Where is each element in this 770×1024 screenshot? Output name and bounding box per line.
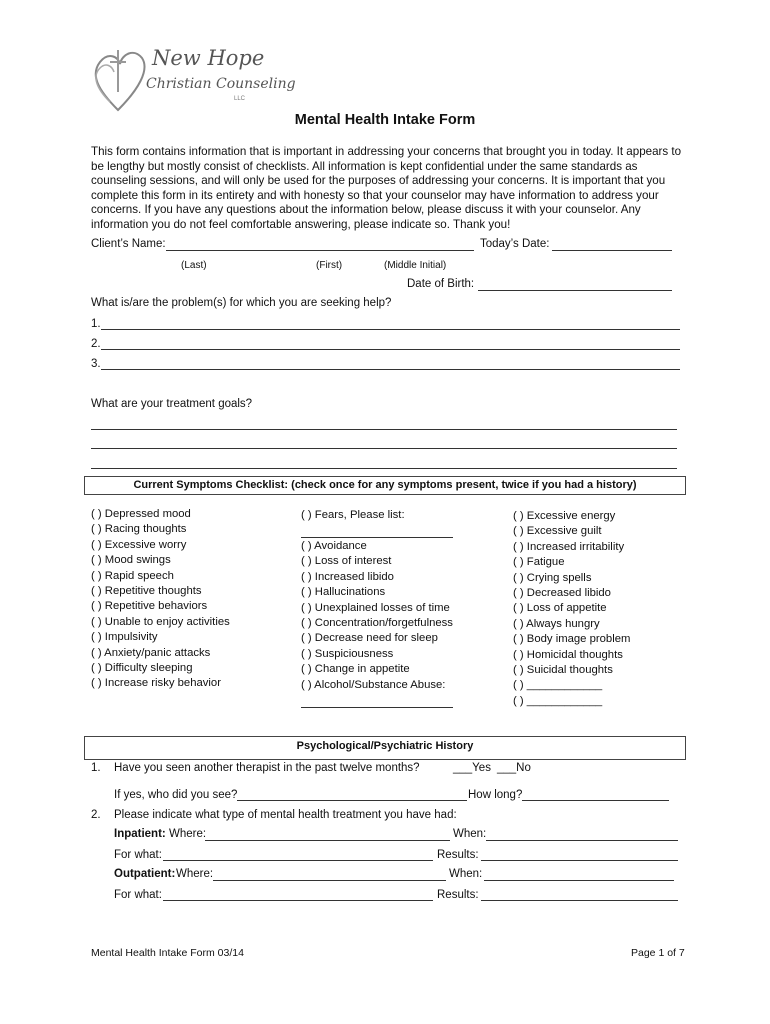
outpatient-label: Outpatient: <box>114 868 176 880</box>
outpatient-results-label: Results: <box>437 889 479 901</box>
symptom-checkbox[interactable]: ( ) Alcohol/Substance Abuse: <box>301 678 446 691</box>
symptom-checkbox[interactable]: ( ) Increased libido <box>301 570 394 583</box>
fears-checkbox[interactable]: ( ) Fears, Please list: <box>301 509 405 521</box>
inpatient-label: Inpatient: <box>114 828 166 840</box>
symptoms-checklist-header: Current Symptoms Checklist: (check once for any symptoms present, twice if you had a history) <box>84 476 686 495</box>
symptom-checkbox[interactable]: ( ) Mood swings <box>91 554 171 567</box>
footer-form-id: Mental Health Intake Form 03/14 <box>91 947 244 959</box>
page-title: Mental Health Intake Form <box>294 112 476 128</box>
symptom-checkbox[interactable]: ( ) ____________ <box>513 679 603 692</box>
symptom-checkbox[interactable]: ( ) Decreased libido <box>513 587 611 600</box>
dob-label: Date of Birth: <box>407 278 475 290</box>
symptom-checkbox[interactable]: ( ) Impulsivity <box>91 631 158 644</box>
symptom-checkbox[interactable]: ( ) Avoidance <box>301 540 367 552</box>
symptom-checkbox[interactable]: ( ) Always hungry <box>513 617 600 630</box>
symptoms-column-2 <box>301 539 453 693</box>
yes-option[interactable]: ___Yes <box>453 762 491 774</box>
symptom-checkbox[interactable]: ( ) Suicidal thoughts <box>513 664 613 677</box>
outpatient-forwhat-field[interactable] <box>163 900 433 901</box>
who-field[interactable] <box>237 800 467 801</box>
logo <box>88 40 296 120</box>
problem-field-1[interactable] <box>101 329 680 330</box>
symptom-checkbox[interactable]: ( ) Fatigue <box>513 556 565 569</box>
todays-date-label: Today’s Date: <box>480 238 550 250</box>
goals-field-3[interactable] <box>91 468 677 469</box>
no-option[interactable]: ___No <box>497 762 531 774</box>
outpatient-when-label: When: <box>449 868 483 880</box>
symptom-checkbox[interactable]: ( ) Change in appetite <box>301 663 410 676</box>
symptom-checkbox[interactable]: ( ) Excessive guilt <box>513 525 602 538</box>
symptoms-column-1 <box>91 507 230 692</box>
symptom-checkbox[interactable]: ( ) Repetitive thoughts <box>91 585 202 598</box>
symptom-checkbox[interactable]: ( ) Loss of interest <box>301 555 392 568</box>
inpatient-results-field[interactable] <box>481 860 678 861</box>
inpatient-forwhat-field[interactable] <box>163 860 433 861</box>
how-long-label: How long? <box>468 789 523 801</box>
who-label: If yes, who did you see? <box>114 789 238 801</box>
inpatient-results-label: Results: <box>437 849 479 861</box>
problem-number-1: 1. <box>91 318 101 330</box>
outpatient-where-field[interactable] <box>213 880 446 881</box>
history-header: Psychological/Psychiatric History <box>84 736 686 760</box>
symptom-checkbox[interactable]: ( ) Increased irritability <box>513 540 625 553</box>
inpatient-where-field[interactable] <box>205 840 450 841</box>
symptom-checkbox[interactable]: ( ) Difficulty sleeping <box>91 662 193 675</box>
problems-question: What is/are the problem(s) for which you are seeking help? <box>91 297 392 309</box>
symptom-checkbox[interactable]: ( ) Racing thoughts <box>91 523 187 536</box>
problem-number-2: 2. <box>91 338 101 350</box>
dob-field[interactable] <box>478 290 672 291</box>
symptom-checkbox[interactable]: ( ) Hallucinations <box>301 586 386 599</box>
symptom-checkbox[interactable]: ( ) Rapid speech <box>91 569 174 582</box>
symptom-checkbox[interactable]: ( ) Loss of appetite <box>513 602 607 615</box>
symptom-checkbox[interactable]: ( ) ____________ <box>513 694 603 707</box>
inpatient-when-label: When: <box>453 828 487 840</box>
problem-field-3[interactable] <box>101 369 680 370</box>
inpatient-forwhat-label: For what: <box>114 849 162 861</box>
symptom-checkbox[interactable]: ( ) Excessive energy <box>513 510 616 522</box>
history-q2: Please indicate what type of mental health treatment you have had: <box>114 809 457 821</box>
symptom-checkbox[interactable]: ( ) Decrease need for sleep <box>301 632 438 645</box>
logo-suffix: LLC <box>234 96 246 102</box>
symptom-checkbox[interactable]: ( ) Homicidal thoughts <box>513 648 623 661</box>
goals-question: What are your treatment goals? <box>91 398 253 410</box>
outpatient-forwhat-label: For what: <box>114 889 162 901</box>
goals-field-2[interactable] <box>91 448 677 449</box>
outpatient-where-label: Where: <box>176 868 214 880</box>
symptom-checkbox[interactable]: ( ) Unable to enjoy activities <box>91 615 230 628</box>
substance-list-field[interactable] <box>301 707 453 708</box>
goals-field-1[interactable] <box>91 429 677 430</box>
symptom-checkbox[interactable]: ( ) Repetitive behaviors <box>91 600 208 613</box>
fears-list-field[interactable] <box>301 537 453 538</box>
symptom-checkbox[interactable]: ( ) Depressed mood <box>91 508 191 520</box>
symptom-checkbox[interactable]: ( ) Unexplained losses of time <box>301 601 450 614</box>
symptom-checkbox[interactable]: ( ) Anxiety/panic attacks <box>91 646 211 659</box>
problem-field-2[interactable] <box>101 349 680 350</box>
client-name-field[interactable] <box>166 250 474 251</box>
outpatient-results-field[interactable] <box>481 900 678 901</box>
how-long-field[interactable] <box>522 800 669 801</box>
history-q1: Have you seen another therapist in the past twelve months? <box>114 762 420 774</box>
symptom-checkbox[interactable]: ( ) Excessive worry <box>91 538 187 551</box>
logo-line2: Christian Counseling <box>146 76 296 92</box>
symptom-checkbox[interactable]: ( ) Concentration/forgetfulness <box>301 617 453 630</box>
last-name-caption: (Last) <box>181 260 207 271</box>
footer-page-number: Page 1 of 7 <box>631 947 685 959</box>
client-name-label: Client’s Name: <box>91 238 166 250</box>
symptoms-column-3 <box>513 509 630 709</box>
outpatient-when-field[interactable] <box>484 880 674 881</box>
first-name-caption: (First) <box>316 260 343 271</box>
symptom-checkbox[interactable]: ( ) Increase risky behavior <box>91 677 221 690</box>
problem-number-3: 3. <box>91 358 101 370</box>
symptom-checkbox[interactable]: ( ) Body image problem <box>513 633 631 646</box>
intro-paragraph: This form contains information that is important in addressing your concerns that brought you in today. It appears to be lengthy but mostly consist of checklists. All information is kept confidential under the same standards as counseling sessions, and will only be used for the purposes of addressing your concerns. It is important that you complete this form in its entirety and with honesty so that your counselor may have information to address your concerns. If you have any questions about the information below, please discuss it with your counselor. Any information you do not feel comfortable answering, please indicate so. Thank you! <box>91 145 682 231</box>
history-q2-number: 2. <box>91 809 101 821</box>
history-q1-number: 1. <box>91 762 101 774</box>
inpatient-where-label: Where: <box>169 828 207 840</box>
symptom-checkbox[interactable]: ( ) Crying spells <box>513 571 592 584</box>
todays-date-field[interactable] <box>552 250 672 251</box>
logo-line1: New Hope <box>152 46 265 70</box>
symptom-checkbox[interactable]: ( ) Suspiciousness <box>301 647 394 660</box>
middle-initial-caption: (Middle Initial) <box>384 260 447 271</box>
inpatient-when-field[interactable] <box>486 840 678 841</box>
